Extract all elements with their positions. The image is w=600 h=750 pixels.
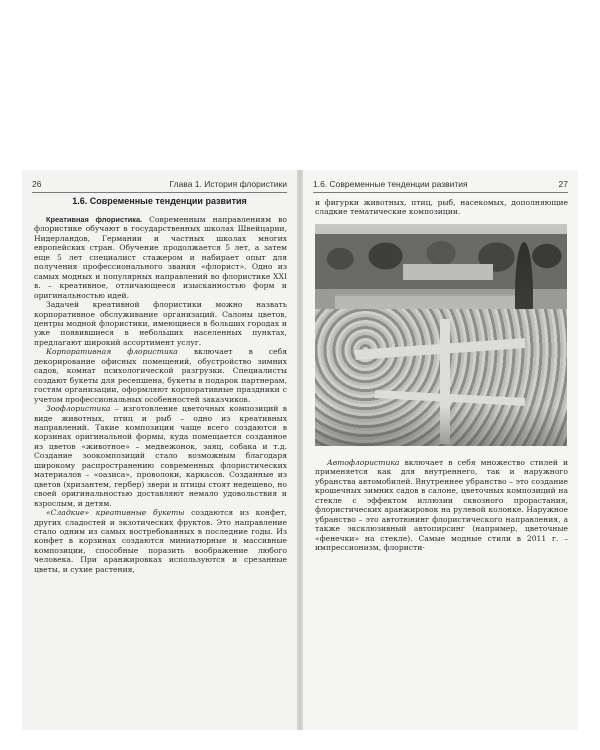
photo-building: [403, 264, 493, 280]
continuation-paragraph: и фигурки животных, птиц, рыб, насекомых, дополняющие сладкие тематические композиции.: [315, 198, 568, 217]
paragraph-corporate-floristics: Корпоративная флористика включает в себя декорирование офисных помещений, обустройство зимних садов, комнат психологической разгрузки. Специалисты создают букеты для ресепшена, букеты в подарок партнерам, гостям организации, оформляют корпоративные праздники с учетом профессиональных особенностей заказчиков.: [34, 347, 287, 404]
paragraph-corporate-service: Задачей креативной флористики можно назвать корпоративное обслуживание организаций. Салоны цветов, центры модной флористики, имеющиеся в больших городах и уже появившиеся в небольших населенных пунктах, предлагают широкий ассортимент услуг.: [34, 300, 287, 347]
right-page-number: 27: [558, 179, 568, 189]
left-running-head: Глава 1. История флористики: [169, 179, 287, 189]
right-body-text: [315, 458, 568, 553]
right-running-head: 1.6. Современные тенденции развития: [313, 179, 468, 189]
paragraph-sweet-bouquets: «Сладкие» креативные букеты создаются из конфет, других сладостей и экзотических фруктов. Это направление стало одним из самых востребованных в последние годы. Из конфет в корзинах создаются миниатюрные и массивные композиции, способные поразить воображение любого человека. При аранжировках используются и срезанные цветы, и сухие растения,: [34, 508, 288, 574]
paragraph-autofloristics: Автофлористика включает в себя множество стилей и применяется как для внутреннего, так и наружного убранства автомобилей. Внутреннее убранство – это создание крошечных зимних садов в салоне, цветочных композиций на стекле с эффектом иллюзии сквозного прорастания, флористических аранжировок на рулевой колонке. Наружное убранство – это автотюнинг флористического направления, а также эксклюзивный автопирсинг (например, цветочные «фенечки» на стекле). Самые модные стили в 2011 г. – импрессионизм, флористи-: [315, 458, 568, 553]
right-running-header: [313, 178, 568, 193]
left-page-number: 26: [32, 179, 42, 189]
photo-shadow: [315, 406, 567, 446]
right-top-text: [315, 198, 568, 217]
book-spread: [22, 170, 578, 730]
right-page: [303, 170, 578, 730]
garden-photo: [315, 224, 567, 446]
left-page: [22, 170, 297, 730]
left-running-header: [32, 178, 287, 193]
paragraph-creative: Креативная флористика. Современным направлениям во флористике обучают в государственных школах Швейцарии, Нидерландов, Германии и частных школах многих европейских стран. Обучение продолжается 5 лет, а затем еще 5 лет специалист стажером и набирает опыт для получения профессионального звания «флорист». Одно из самых модных и популярных направлений во флористике XXI в. – креативное, отличающееся изысканностью форм и оригинальностью идей.: [34, 215, 287, 300]
paragraph-zoofloristics: Зоофлористика – изготовление цветочных композиций в виде животных, птиц и рыб – одно из креативных направлений. Такие композиции чаще всего создаются в корзинах оригинальной формы, куда помещается созданное из цветов «животное» – медвежонок, заяц, собака и т.д. Создание зоокомпозиций стало возможным благодаря широкому распространению современных флористических материалов – «оазиса», проволоки, каркасов. Созданные из цветов (хризантем, гербер) звери и птицы стоят недешево, но своей оригинальностью доставляют немало удовольствия и взрослым, и детям.: [34, 404, 287, 508]
section-title: 1.6. Современные тенденции развития: [72, 196, 247, 206]
left-body-text: [34, 215, 287, 574]
